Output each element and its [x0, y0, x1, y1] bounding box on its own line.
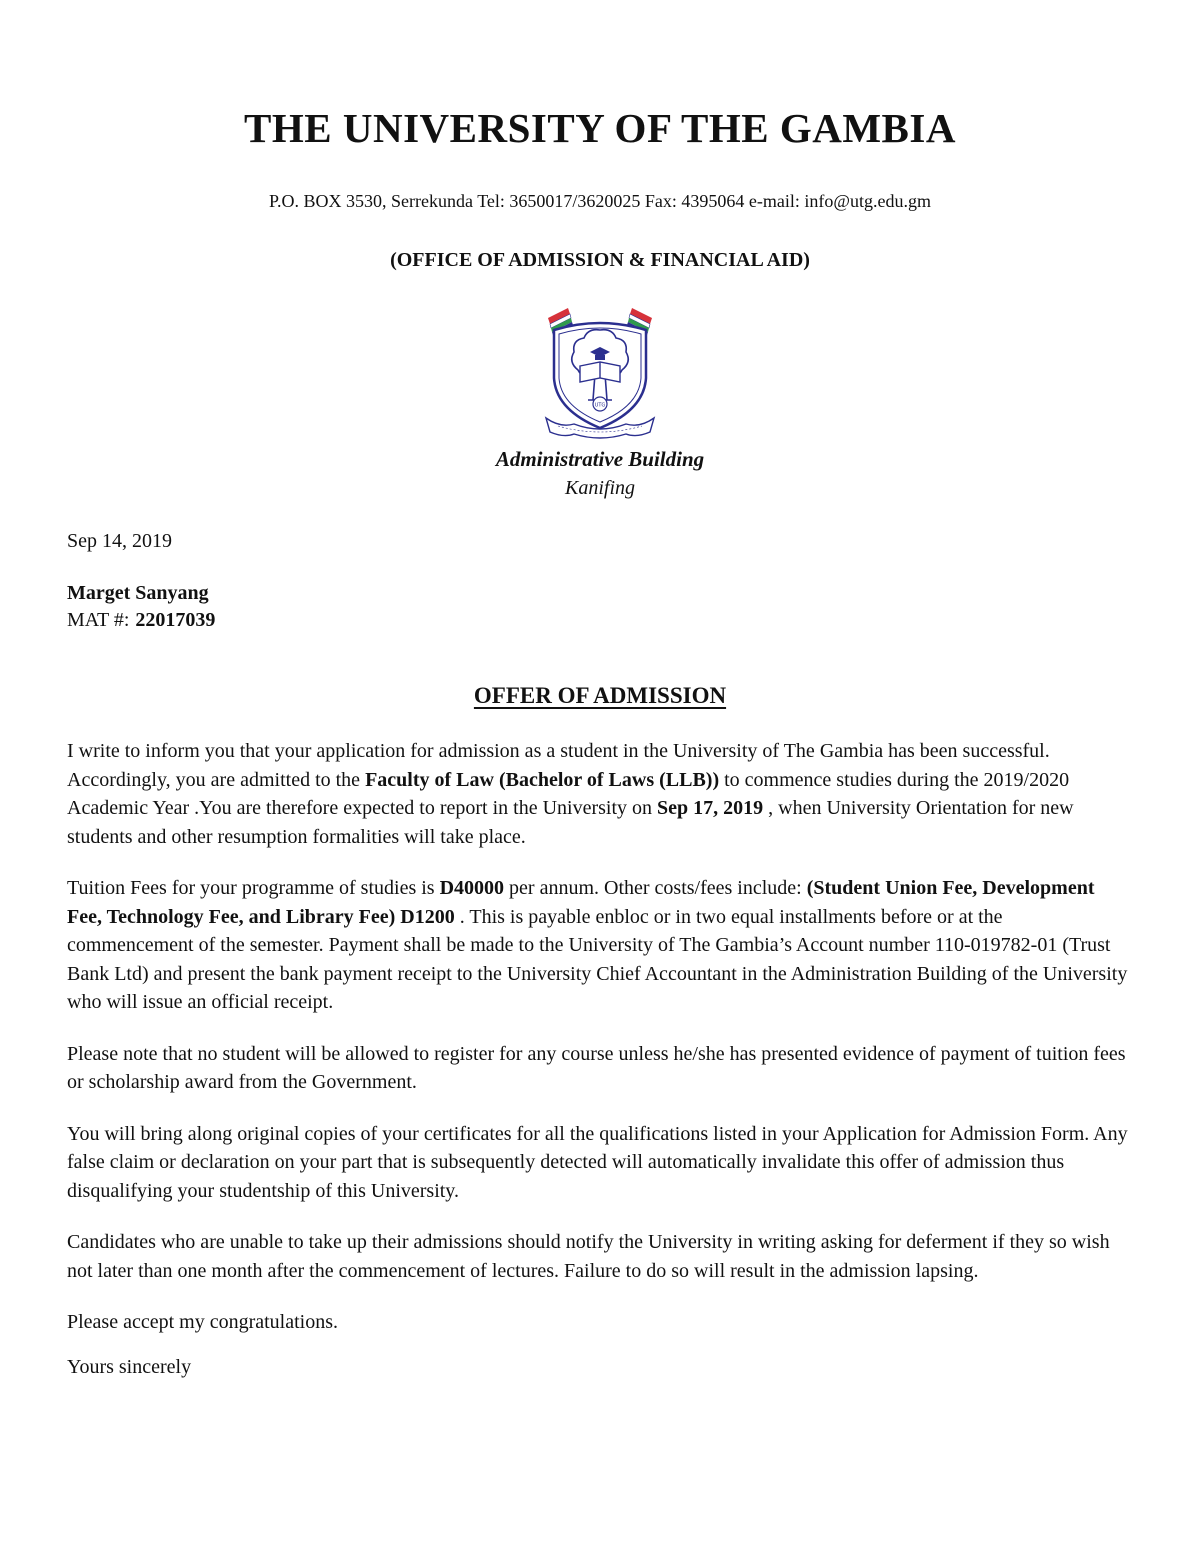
letter-body	[67, 737, 1133, 1404]
paragraph-registration: Please note that no student will be allowed to register for any course unless he/she has presented evidence of payment of tuition fees or scholarship award from the Government.	[67, 1042, 1126, 1093]
building-name: Administrative Building	[495, 447, 705, 471]
paragraph-certificates: You will bring along original copies of your certificates for all the qualifications listed in your Application for Admission Form. Any false claim or declaration on your part that is subsequently detected will automatically invalidate this offer of admission thus disqualifying your studentship of this University.	[67, 1122, 1128, 1202]
mat-number: 22017039	[135, 609, 216, 631]
building-location: Kanifing	[564, 477, 635, 499]
letter-subject-text: OFFER OF ADMISSION	[473, 683, 727, 708]
recipient-block	[67, 580, 215, 634]
report-date: Sep 17, 2019	[657, 797, 764, 819]
paragraph-congratulations: Please accept my congratulations.	[67, 1311, 339, 1333]
recipient-name: Marget Sanyang	[67, 582, 209, 604]
faculty-name: Faculty of Law (Bachelor of Laws (LLB))	[365, 768, 720, 791]
tuition-fee: D40000	[439, 877, 505, 899]
paragraph-text: per annum. Other costs/fees include:	[504, 877, 807, 899]
closing: Yours sincerely	[67, 1355, 192, 1378]
seal-text: UTG	[594, 402, 606, 409]
paragraph-text: . This is payable enbloc or in two equal installments before or at the commencement of the semester. Payment shall be made to the University of The Gambia’s Account number 110-019782-01 (Trust Bank Ltd) and present the bank payment receipt to the University Chief Accountant in the Administration Building of the University who will issue an official receipt.	[67, 905, 1128, 1013]
other-fees: (Student Union Fee, Development Fee, Technology Fee, and Library Fee) D1200	[67, 877, 1095, 928]
mat-label: MAT #:	[67, 609, 130, 631]
university-title: THE UNIVERSITY OF THE GAMBIA	[244, 105, 956, 151]
paragraph-text: to commence studies during the 2019/2020 Academic Year .You are therefore expected to report in the University on	[67, 768, 1070, 819]
paragraph-text: I write to inform you that your application for admission as a student in the University of The Gambia has been successful. Accordingly, you are admitted to the	[67, 740, 1050, 791]
paragraph-text: Tuition Fees for your programme of studies is	[67, 877, 440, 899]
university-crest-icon	[540, 300, 660, 445]
paragraph-text: , when University Orientation for new students and other resumption formalities will take place.	[67, 797, 1074, 848]
paragraph-fees	[67, 874, 1133, 1017]
paragraph-deferment: Candidates who are unable to take up their admissions should notify the University in writing asking for deferment if they so wish not later than one month after the commencement of lectures. Failure to do so will result in the admission lapsing.	[67, 1231, 1110, 1282]
paragraph-admission	[67, 737, 1133, 851]
mat-number-line	[67, 607, 215, 634]
contact-line: P.O. BOX 3530, Serrekunda Tel: 3650017/3620025 Fax: 4395064 e-mail: info@utg.edu.gm	[269, 191, 931, 211]
letter-date: Sep 14, 2019	[67, 530, 172, 552]
office-title: (OFFICE OF ADMISSION & FINANCIAL AID)	[390, 249, 810, 271]
letter-subject	[0, 683, 1200, 709]
